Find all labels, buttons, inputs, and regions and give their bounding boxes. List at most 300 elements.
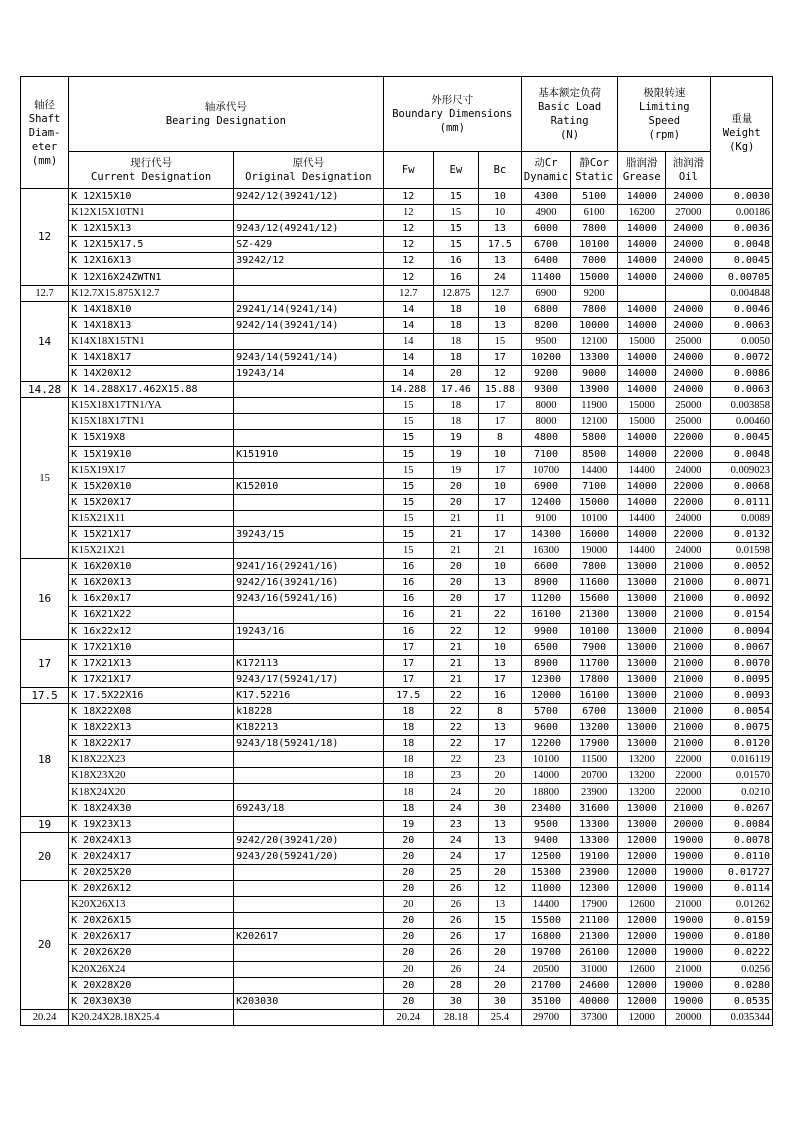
static-cor-cell: 10100 [571, 623, 618, 639]
bc-cell: 17 [478, 398, 521, 414]
weight-cell: 0.01262 [711, 897, 773, 913]
oil-speed-cell: 24000 [666, 221, 711, 237]
original-designation-cell [234, 494, 384, 510]
ew-cell: 22 [433, 752, 478, 768]
table-row [21, 510, 773, 526]
ew-cell: 15 [433, 189, 478, 205]
fw-cell: 15 [383, 414, 433, 430]
grease-speed-cell: 15000 [618, 398, 666, 414]
original-designation-cell: 29241/14(9241/14) [234, 301, 384, 317]
current-designation-cell: K 17.5X22X16 [69, 687, 234, 703]
oil-speed-cell: 21000 [666, 961, 711, 977]
ew-cell: 24 [433, 848, 478, 864]
weight-cell: 0.0063 [711, 382, 773, 398]
current-designation-cell: K 20X25X20 [69, 864, 234, 880]
ew-cell: 16 [433, 269, 478, 285]
original-designation-cell [234, 205, 384, 221]
fw-cell: 18 [383, 752, 433, 768]
original-designation-cell: 9243/12(49241/12) [234, 221, 384, 237]
ew-cell: 21 [433, 607, 478, 623]
fw-cell: 15 [383, 526, 433, 542]
current-designation-cell: K15X21X21 [69, 543, 234, 559]
bc-cell: 23 [478, 752, 521, 768]
grease-speed-cell: 14000 [618, 317, 666, 333]
bc-cell: 10 [478, 446, 521, 462]
fw-cell: 20 [383, 961, 433, 977]
current-designation-cell: K 16X20X13 [69, 575, 234, 591]
ew-cell: 20 [433, 494, 478, 510]
bc-header: Bc [478, 152, 521, 189]
grease-speed-cell: 15000 [618, 333, 666, 349]
fw-cell: 12 [383, 253, 433, 269]
shaft-diameter-cell: 20 [21, 832, 69, 880]
oil-speed-cell: 22000 [666, 768, 711, 784]
dynamic-cr-cell: 6400 [521, 253, 570, 269]
oil-speed-cell: 19000 [666, 993, 711, 1009]
table-row [21, 446, 773, 462]
oil-speed-cell: 19000 [666, 945, 711, 961]
bc-cell: 17 [478, 671, 521, 687]
original-designation-header: 原代号 Original Designation [234, 152, 384, 189]
boundary-dimensions-header: 外形尺寸 Boundary Dimensions (mm) [383, 77, 521, 152]
original-designation-cell [234, 864, 384, 880]
dynamic-cr-cell: 16800 [521, 929, 570, 945]
static-cor-cell: 9200 [571, 285, 618, 301]
oil-speed-header: 油润滑 Oil [666, 152, 711, 189]
fw-cell: 12.7 [383, 285, 433, 301]
original-designation-cell: 9243/16(59241/16) [234, 591, 384, 607]
current-designation-cell: K 20X24X13 [69, 832, 234, 848]
static-cor-cell: 5100 [571, 189, 618, 205]
grease-speed-cell: 12000 [618, 993, 666, 1009]
oil-speed-cell: 24000 [666, 301, 711, 317]
oil-speed-cell: 24000 [666, 317, 711, 333]
current-designation-cell: K 12X15X10 [69, 189, 234, 205]
static-cor-cell: 13300 [571, 816, 618, 832]
table-row [21, 1009, 773, 1025]
static-cor-cell: 31000 [571, 961, 618, 977]
original-designation-cell [234, 639, 384, 655]
current-designation-cell: K 20X26X15 [69, 913, 234, 929]
current-designation-cell: K 20X30X30 [69, 993, 234, 1009]
table-row [21, 543, 773, 559]
bc-cell: 24 [478, 961, 521, 977]
dynamic-cr-cell: 4300 [521, 189, 570, 205]
static-cor-cell: 31600 [571, 800, 618, 816]
table-row [21, 929, 773, 945]
dynamic-cr-cell: 12400 [521, 494, 570, 510]
bc-cell: 13 [478, 816, 521, 832]
weight-cell: 0.01598 [711, 543, 773, 559]
shaft-diameter-cell: 15 [21, 398, 69, 559]
bc-cell: 11 [478, 510, 521, 526]
oil-speed-cell: 19000 [666, 864, 711, 880]
fw-cell: 16 [383, 623, 433, 639]
shaft-diameter-header: 轴径 Shaft Diam- eter (mm) [21, 77, 69, 189]
oil-speed-cell: 22000 [666, 752, 711, 768]
original-designation-cell [234, 897, 384, 913]
original-designation-cell [234, 333, 384, 349]
grease-speed-cell: 12600 [618, 897, 666, 913]
ew-cell: 24 [433, 800, 478, 816]
limiting-speed-header: 极限转速 Limiting Speed (rpm) [618, 77, 711, 152]
table-row [21, 704, 773, 720]
fw-cell: 18 [383, 784, 433, 800]
static-cor-cell: 14400 [571, 462, 618, 478]
grease-speed-cell: 13000 [618, 559, 666, 575]
weight-cell: 0.016119 [711, 752, 773, 768]
grease-speed-cell: 14000 [618, 494, 666, 510]
bc-cell: 10 [478, 205, 521, 221]
ew-cell: 15 [433, 237, 478, 253]
grease-speed-cell: 13000 [618, 607, 666, 623]
grease-speed-cell: 14000 [618, 349, 666, 365]
grease-speed-header: 脂润滑 Grease [618, 152, 666, 189]
oil-speed-cell: 25000 [666, 414, 711, 430]
current-designation-cell: K 20X26X20 [69, 945, 234, 961]
original-designation-cell: k18228 [234, 704, 384, 720]
fw-cell: 18 [383, 704, 433, 720]
original-designation-cell [234, 961, 384, 977]
current-designation-cell: K 17X21X17 [69, 671, 234, 687]
grease-speed-cell: 13000 [618, 736, 666, 752]
ew-cell: 26 [433, 913, 478, 929]
ew-cell: 17.46 [433, 382, 478, 398]
fw-cell: 20 [383, 993, 433, 1009]
original-designation-cell: 39242/12 [234, 253, 384, 269]
weight-cell: 0.035344 [711, 1009, 773, 1025]
current-designation-cell: K 16X20X10 [69, 559, 234, 575]
fw-cell: 12 [383, 189, 433, 205]
grease-speed-cell: 14000 [618, 269, 666, 285]
table-row [21, 221, 773, 237]
oil-speed-cell: 22000 [666, 526, 711, 542]
bc-cell: 17 [478, 929, 521, 945]
weight-header: 重量 Weight (Kg) [711, 77, 773, 189]
weight-cell: 0.0063 [711, 317, 773, 333]
dynamic-cr-cell: 18800 [521, 784, 570, 800]
current-designation-cell: K 12X15X13 [69, 221, 234, 237]
fw-cell: 20 [383, 832, 433, 848]
grease-speed-cell: 13000 [618, 575, 666, 591]
bc-cell: 17 [478, 494, 521, 510]
oil-speed-cell: 20000 [666, 816, 711, 832]
weight-cell: 0.0071 [711, 575, 773, 591]
fw-cell: 15 [383, 398, 433, 414]
table-row [21, 913, 773, 929]
grease-speed-cell: 14000 [618, 253, 666, 269]
table-row [21, 784, 773, 800]
shaft-diameter-cell: 12.7 [21, 285, 69, 301]
ew-cell: 21 [433, 526, 478, 542]
fw-cell: 20 [383, 864, 433, 880]
oil-speed-cell: 21000 [666, 897, 711, 913]
original-designation-cell: K17.52216 [234, 687, 384, 703]
static-cor-cell: 17800 [571, 671, 618, 687]
current-designation-cell: K 17X21X13 [69, 655, 234, 671]
grease-speed-cell: 13000 [618, 704, 666, 720]
bc-cell: 15 [478, 333, 521, 349]
current-designation-cell: K 15X21X17 [69, 526, 234, 542]
dynamic-cr-header: 动Cr Dynamic [521, 152, 570, 189]
table-row [21, 881, 773, 897]
oil-speed-cell: 22000 [666, 430, 711, 446]
dynamic-cr-cell: 8200 [521, 317, 570, 333]
table-row [21, 366, 773, 382]
oil-speed-cell: 21000 [666, 736, 711, 752]
weight-cell: 0.0050 [711, 333, 773, 349]
static-cor-cell: 7800 [571, 559, 618, 575]
table-row [21, 864, 773, 880]
table-row [21, 382, 773, 398]
dynamic-cr-cell: 8900 [521, 655, 570, 671]
weight-cell: 0.009023 [711, 462, 773, 478]
shaft-diameter-cell: 16 [21, 559, 69, 639]
grease-speed-cell: 13000 [618, 639, 666, 655]
static-cor-cell: 7000 [571, 253, 618, 269]
current-designation-cell: K15X18X17TN1/YA [69, 398, 234, 414]
grease-speed-cell: 12600 [618, 961, 666, 977]
grease-speed-cell: 14000 [618, 478, 666, 494]
current-designation-cell: K 20X26X17 [69, 929, 234, 945]
bearing-spec-table [20, 76, 773, 1026]
fw-cell: 15 [383, 478, 433, 494]
fw-cell: 15 [383, 462, 433, 478]
shaft-diameter-cell: 20.24 [21, 1009, 69, 1025]
ew-cell: 15 [433, 221, 478, 237]
ew-cell: 21 [433, 639, 478, 655]
original-designation-cell [234, 1009, 384, 1025]
ew-cell: 24 [433, 784, 478, 800]
bc-cell: 13 [478, 221, 521, 237]
original-designation-cell [234, 752, 384, 768]
current-designation-cell: K 17X21X10 [69, 639, 234, 655]
static-cor-cell: 6100 [571, 205, 618, 221]
weight-cell: 0.0280 [711, 977, 773, 993]
static-cor-cell: 40000 [571, 993, 618, 1009]
bc-cell: 8 [478, 704, 521, 720]
weight-cell: 0.01727 [711, 864, 773, 880]
weight-cell: 0.00460 [711, 414, 773, 430]
fw-cell: 12 [383, 205, 433, 221]
original-designation-cell [234, 462, 384, 478]
original-designation-cell: 9243/20(59241/20) [234, 848, 384, 864]
weight-cell: 0.0114 [711, 881, 773, 897]
ew-cell: 23 [433, 816, 478, 832]
bc-cell: 17 [478, 462, 521, 478]
ew-cell: 23 [433, 768, 478, 784]
static-cor-cell: 11500 [571, 752, 618, 768]
fw-cell: 16 [383, 607, 433, 623]
oil-speed-cell: 24000 [666, 543, 711, 559]
grease-speed-cell: 14000 [618, 366, 666, 382]
dynamic-cr-cell: 14300 [521, 526, 570, 542]
original-designation-cell [234, 784, 384, 800]
weight-cell: 0.0089 [711, 510, 773, 526]
static-cor-cell: 37300 [571, 1009, 618, 1025]
weight-cell: 0.0045 [711, 430, 773, 446]
fw-cell: 15 [383, 510, 433, 526]
fw-cell: 20 [383, 929, 433, 945]
dynamic-cr-cell: 6900 [521, 285, 570, 301]
oil-speed-cell: 24000 [666, 349, 711, 365]
dynamic-cr-cell: 29700 [521, 1009, 570, 1025]
grease-speed-cell: 12000 [618, 977, 666, 993]
table-row [21, 897, 773, 913]
table-row [21, 333, 773, 349]
dynamic-cr-cell: 9200 [521, 366, 570, 382]
fw-cell: 20 [383, 945, 433, 961]
ew-cell: 24 [433, 832, 478, 848]
weight-cell: 0.0067 [711, 639, 773, 655]
dynamic-cr-cell: 9500 [521, 333, 570, 349]
dynamic-cr-cell: 11200 [521, 591, 570, 607]
table-row [21, 993, 773, 1009]
ew-cell: 21 [433, 655, 478, 671]
current-designation-cell: K14X18X15TN1 [69, 333, 234, 349]
static-cor-cell: 21100 [571, 913, 618, 929]
original-designation-cell [234, 414, 384, 430]
weight-cell: 0.01570 [711, 768, 773, 784]
ew-cell: 30 [433, 993, 478, 1009]
grease-speed-cell: 13000 [618, 623, 666, 639]
original-designation-cell [234, 398, 384, 414]
static-cor-cell: 23900 [571, 864, 618, 880]
table-row [21, 655, 773, 671]
original-designation-cell [234, 285, 384, 301]
static-cor-cell: 11700 [571, 655, 618, 671]
static-cor-cell: 11900 [571, 398, 618, 414]
current-designation-cell: K18X22X23 [69, 752, 234, 768]
ew-cell: 19 [433, 446, 478, 462]
bc-cell: 22 [478, 607, 521, 623]
original-designation-cell [234, 913, 384, 929]
grease-speed-cell: 12000 [618, 832, 666, 848]
grease-speed-cell: 14000 [618, 221, 666, 237]
oil-speed-cell: 22000 [666, 478, 711, 494]
current-designation-cell: K20X26X24 [69, 961, 234, 977]
bc-cell: 12 [478, 881, 521, 897]
fw-cell: 14 [383, 333, 433, 349]
grease-speed-cell: 14000 [618, 526, 666, 542]
original-designation-cell: K203030 [234, 993, 384, 1009]
grease-speed-cell: 14000 [618, 430, 666, 446]
oil-speed-cell: 24000 [666, 366, 711, 382]
table-row [21, 607, 773, 623]
ew-cell: 26 [433, 945, 478, 961]
dynamic-cr-cell: 12500 [521, 848, 570, 864]
dynamic-cr-cell: 4800 [521, 430, 570, 446]
table-row [21, 623, 773, 639]
static-cor-cell: 20700 [571, 768, 618, 784]
oil-speed-cell: 24000 [666, 189, 711, 205]
ew-cell: 19 [433, 462, 478, 478]
shaft-diameter-cell: 14.28 [21, 382, 69, 398]
shaft-diameter-cell: 12 [21, 189, 69, 286]
grease-speed-cell: 13000 [618, 816, 666, 832]
dynamic-cr-cell: 6900 [521, 478, 570, 494]
oil-speed-cell: 21000 [666, 687, 711, 703]
dynamic-cr-cell: 6700 [521, 237, 570, 253]
dynamic-cr-cell: 10100 [521, 752, 570, 768]
weight-cell: 0.0092 [711, 591, 773, 607]
bc-cell: 20 [478, 864, 521, 880]
fw-cell: 14 [383, 317, 433, 333]
table-row [21, 816, 773, 832]
weight-cell: 0.0132 [711, 526, 773, 542]
original-designation-cell: 9243/17(59241/17) [234, 671, 384, 687]
table-row [21, 253, 773, 269]
dynamic-cr-cell: 7100 [521, 446, 570, 462]
dynamic-cr-cell: 20500 [521, 961, 570, 977]
fw-cell: 17 [383, 639, 433, 655]
grease-speed-cell: 12000 [618, 881, 666, 897]
static-cor-cell: 21300 [571, 929, 618, 945]
shaft-diameter-cell: 20 [21, 881, 69, 1010]
table-row [21, 961, 773, 977]
oil-speed-cell: 19000 [666, 881, 711, 897]
oil-speed-cell: 27000 [666, 205, 711, 221]
dynamic-cr-cell: 23400 [521, 800, 570, 816]
original-designation-cell: 9242/20(39241/20) [234, 832, 384, 848]
grease-speed-cell: 12000 [618, 864, 666, 880]
weight-cell: 0.0054 [711, 704, 773, 720]
oil-speed-cell: 22000 [666, 494, 711, 510]
weight-cell: 0.0045 [711, 253, 773, 269]
static-cor-cell: 15000 [571, 494, 618, 510]
bc-cell: 15.88 [478, 382, 521, 398]
original-designation-cell: K151910 [234, 446, 384, 462]
static-cor-cell: 7800 [571, 221, 618, 237]
grease-speed-cell: 12000 [618, 913, 666, 929]
weight-cell: 0.0036 [711, 221, 773, 237]
bc-cell: 8 [478, 430, 521, 446]
ew-cell: 28.18 [433, 1009, 478, 1025]
original-designation-cell: K152010 [234, 478, 384, 494]
current-designation-cell: K20X26X13 [69, 897, 234, 913]
fw-cell: 14 [383, 301, 433, 317]
bc-cell: 17 [478, 349, 521, 365]
bc-cell: 10 [478, 478, 521, 494]
ew-cell: 21 [433, 510, 478, 526]
static-cor-cell: 10100 [571, 510, 618, 526]
table-row [21, 977, 773, 993]
table-row [21, 945, 773, 961]
current-designation-cell: K15X19X17 [69, 462, 234, 478]
bc-cell: 20 [478, 768, 521, 784]
current-designation-cell: K 18X22X17 [69, 736, 234, 752]
current-designation-cell: K 15X19X8 [69, 430, 234, 446]
ew-cell: 26 [433, 897, 478, 913]
oil-speed-cell: 24000 [666, 237, 711, 253]
dynamic-cr-cell: 10200 [521, 349, 570, 365]
dynamic-cr-cell: 9600 [521, 720, 570, 736]
oil-speed-cell: 21000 [666, 720, 711, 736]
weight-cell: 0.0084 [711, 816, 773, 832]
weight-cell: 0.0267 [711, 800, 773, 816]
static-cor-cell: 19100 [571, 848, 618, 864]
oil-speed-cell: 25000 [666, 398, 711, 414]
current-designation-cell: K 20X24X17 [69, 848, 234, 864]
current-designation-cell: K 19X23X13 [69, 816, 234, 832]
weight-cell: 0.0072 [711, 349, 773, 365]
bc-cell: 10 [478, 639, 521, 655]
static-cor-cell: 16100 [571, 687, 618, 703]
grease-speed-cell: 13200 [618, 784, 666, 800]
table-row [21, 559, 773, 575]
ew-cell: 12.875 [433, 285, 478, 301]
grease-speed-cell: 13000 [618, 671, 666, 687]
